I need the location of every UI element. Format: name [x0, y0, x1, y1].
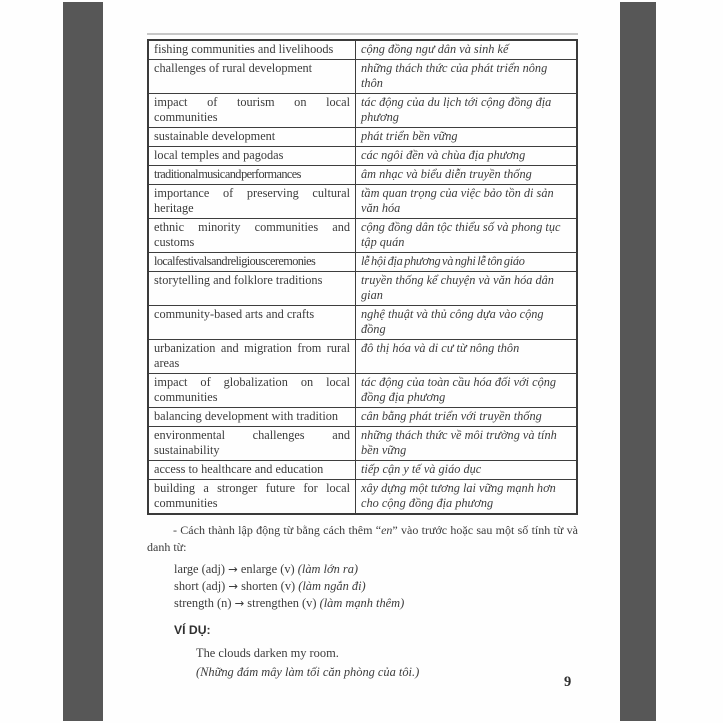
vietnamese-translation-cell: tác động của du lịch tới cộng đồng địa phương: [356, 94, 578, 128]
arrow-icon: →: [228, 579, 239, 593]
table-row: [148, 306, 577, 340]
english-term-cell: ethnic minority communities and customs: [148, 219, 356, 253]
english-term-cell: importance of preserving cultural heritage: [148, 185, 356, 219]
english-term-cell: building a stronger future for local communities: [148, 480, 356, 515]
table-row: [148, 219, 577, 253]
english-term-cell: community-based arts and crafts: [148, 306, 356, 340]
vietnamese-translation-cell: những thách thức của phát triển nông thôn: [356, 60, 578, 94]
table-row: [148, 60, 577, 94]
english-term-cell: impact of globalization on local communities: [148, 374, 356, 408]
arrow-icon: →: [234, 596, 245, 610]
scan-artifact-line: [147, 33, 578, 35]
vietnamese-translation-cell: cân bằng phát triển với truyền thống: [356, 408, 578, 427]
vietnamese-translation-cell: cộng đồng ngư dân và sinh kế: [356, 40, 578, 60]
english-term-cell: access to healthcare and education: [148, 461, 356, 480]
vietnamese-translation-cell: phát triển bền vững: [356, 128, 578, 147]
table-row: [148, 147, 577, 166]
vocabulary-table-body: [148, 40, 577, 514]
table-row: [148, 94, 577, 128]
vietnamese-gloss: (làm mạnh thêm): [319, 596, 405, 610]
english-term-cell: impact of tourism on local communities: [148, 94, 356, 128]
intro-text-post: ” vào trước hoặc sau một số tính từ và danh từ:: [147, 523, 578, 554]
vietnamese-translation-cell: đô thị hóa và di cư từ nông thôn: [356, 340, 578, 374]
english-term-cell: balancing development with tradition: [148, 408, 356, 427]
derivation-example: [174, 578, 578, 595]
english-term-cell: environmental challenges and sustainability: [148, 427, 356, 461]
page-number: 9: [564, 674, 572, 690]
table-row: [148, 128, 577, 147]
table-row: [148, 427, 577, 461]
example-translation: (Những đám mây làm tối căn phòng của tôi.): [196, 665, 420, 679]
intro-text-pre: - Cách thành lập động từ bằng cách thêm “: [173, 523, 382, 537]
table-row: [148, 253, 577, 272]
vietnamese-gloss: (làm lớn ra): [297, 562, 359, 576]
table-row: [148, 40, 577, 60]
word-formation-note: [147, 522, 578, 681]
base-word: short (adj): [174, 579, 229, 593]
vietnamese-translation-cell: tầm quan trọng của việc bảo tồn di sản văn hóa: [356, 185, 578, 219]
vietnamese-translation-cell: cộng đồng dân tộc thiểu số và phong tục tập quán: [356, 219, 578, 253]
derivation-examples: [174, 561, 578, 612]
base-word: large (adj): [174, 562, 229, 576]
vietnamese-translation-cell: tác động của toàn cầu hóa đối với cộng đồng địa phương: [356, 374, 578, 408]
base-word: strength (n): [174, 596, 235, 610]
table-row: [148, 374, 577, 408]
english-term-cell: urbanization and migration from rural areas: [148, 340, 356, 374]
table-row: [148, 340, 577, 374]
table-row: [148, 166, 577, 185]
vocabulary-table: [147, 39, 578, 515]
table-row: [148, 408, 577, 427]
table-row: [148, 480, 577, 515]
derivation-example: [174, 561, 578, 578]
vietnamese-translation-cell: âm nhạc và biểu diễn truyền thống: [356, 166, 578, 185]
vietnamese-translation-cell: tiếp cận y tế và giáo dục: [356, 461, 578, 480]
vietnamese-translation-cell: xây dựng một tương lai vững mạnh hơn cho cộng đồng địa phương: [356, 480, 578, 515]
vietnamese-translation-cell: những thách thức về môi trường và tính bền vững: [356, 427, 578, 461]
intro-term-en: en: [381, 523, 393, 537]
vietnamese-translation-cell: truyền thống kể chuyện và văn hóa dân gian: [356, 272, 578, 306]
table-row: [148, 272, 577, 306]
english-term-cell: local temples and pagodas: [148, 147, 356, 166]
example-heading: VÍ DỤ:: [174, 623, 211, 637]
vietnamese-gloss: (làm ngắn đi): [298, 579, 366, 593]
table-row: [148, 461, 577, 480]
arrow-icon: →: [228, 562, 238, 576]
vietnamese-translation-cell: các ngôi đền và chùa địa phương: [356, 147, 578, 166]
page-content: [147, 39, 578, 681]
word-formation-intro: [147, 522, 578, 556]
english-term-cell: challenges of rural development: [148, 60, 356, 94]
left-page-edge: [63, 2, 103, 721]
english-term-cell: traditional music and performances: [148, 166, 356, 185]
table-row: [148, 185, 577, 219]
vietnamese-translation-cell: lễ hội địa phương và nghi lễ tôn giáo: [356, 253, 578, 272]
english-term-cell: local festivals and religious ceremonies: [148, 253, 356, 272]
english-term-cell: sustainable development: [148, 128, 356, 147]
derived-word: shorten (v): [238, 579, 299, 593]
derived-word: enlarge (v): [237, 562, 298, 576]
derived-word: strengthen (v): [244, 596, 320, 610]
english-term-cell: fishing communities and livelihoods: [148, 40, 356, 60]
right-page-edge: [620, 2, 656, 721]
english-term-cell: storytelling and folklore traditions: [148, 272, 356, 306]
vietnamese-translation-cell: nghệ thuật và thủ công dựa vào cộng đồng: [356, 306, 578, 340]
derivation-example: [174, 595, 578, 612]
example-sentence: The clouds darken my room.: [196, 646, 339, 660]
